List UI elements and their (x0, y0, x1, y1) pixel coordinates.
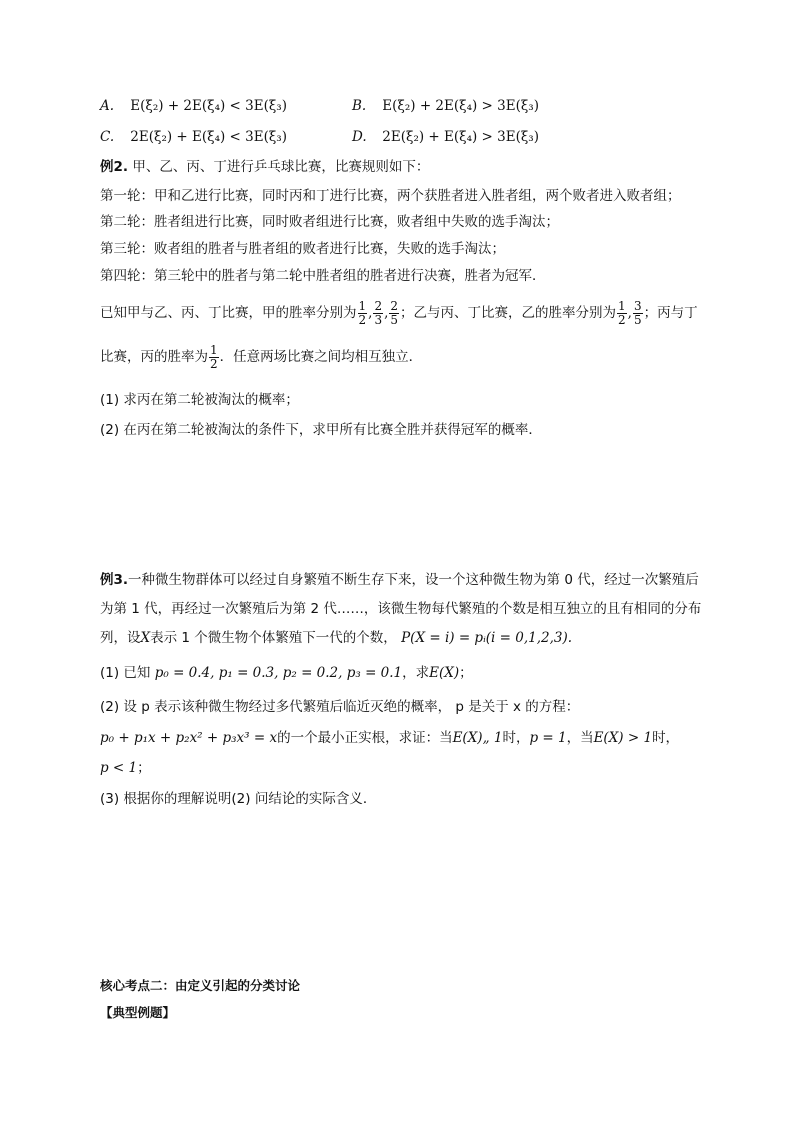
example3-question1 (100, 663, 473, 683)
example3-question2-line3 (100, 758, 151, 778)
option-d-letter: D. (352, 129, 367, 145)
option-c (100, 127, 287, 147)
option-b-letter: B. (352, 98, 367, 114)
q1-expectation: E(X) (429, 665, 460, 681)
example2-question1: (1) 求丙在第二轮被淘汰的概率； (100, 392, 299, 408)
example3-line3 (100, 628, 572, 648)
options-row-ab (100, 96, 287, 116)
example2-round3: 第三轮：败者组的胜者与胜者组的败者进行比赛，失败的选手淘汰； (100, 241, 505, 257)
option-d (352, 127, 539, 147)
q1-text: ，求 (402, 665, 430, 681)
q2-condition-1: E(X)„ 1 (452, 730, 503, 746)
q1-prefix: (1) 已知 (100, 665, 151, 681)
example3-line1-text: 一种微生物群体可以经过自身繁殖不断生存下来，设一个这种微生物为第 0 代，经过一次繁殖后 (128, 572, 699, 588)
section-subtitle: 【典型例题】 (100, 1005, 176, 1020)
q2-text-a: 的一个最小正实根，求证：当 (277, 730, 453, 746)
example2-probability-line2 (100, 342, 422, 372)
random-variable-x: X (140, 630, 151, 646)
example2-round2: 第二轮：胜者组进行比赛，同时败者组进行比赛，败者组中失败的选手淘汰； (100, 214, 559, 230)
example3-question3: (3) 根据你的理解说明(2) 问结论的实际含义． (100, 791, 377, 807)
example3-line2: 为第 1 代，再经过一次繁殖后为第 2 代……，该微生物每代繁殖的个数是相互独立的且有相同的分布 (100, 601, 702, 617)
option-d-expression: 2E(ξ₂) + E(ξ₄) > 3E(ξ₃) (382, 129, 539, 145)
q2-text-b: 时， (502, 730, 530, 746)
jia-rate-1: $\frac{1}{2}$ (358, 298, 367, 327)
option-c-letter: C. (100, 129, 115, 145)
yi-rate-2: $\frac{3}{5}$ (633, 298, 642, 327)
example2-question2: (2) 在丙在第二轮被淘汰的条件下，求甲所有比赛全胜并获得冠军的概率． (100, 422, 542, 438)
q1-probability-values: p₀ = 0.4, p₁ = 0.3, p₂ = 0.2, p₃ = 0.1 (154, 665, 403, 681)
option-a-letter: A. (100, 98, 115, 114)
q2-text-d: 时， (652, 730, 680, 746)
example2-label: 例2. (100, 159, 129, 175)
prob-text-3: ；丙与丁 (643, 305, 698, 321)
prob-text-5: ．任意两场比赛之间均相互独立． (219, 349, 423, 365)
example3-line3-a: 列，设 (100, 630, 141, 646)
example3-question2-line1 (100, 697, 722, 717)
option-c-expression: 2E(ξ₂) + E(ξ₄) < 3E(ξ₃) (130, 129, 287, 145)
prob-text-1: 已知甲与乙、丙、丁比赛，甲的胜率分别为 (100, 305, 357, 321)
yi-rate-1: $\frac{1}{2}$ (618, 298, 626, 327)
q2-equation: p₀ + p₁x + p₂x² + p₃x³ = x (100, 730, 278, 746)
q2-line1-text: (2) 设 p 表示该种微生物经过多代繁殖后临近灭绝的概率， p 是关于 x 的方程： (100, 699, 580, 715)
option-b-expression: E(ξ₂) + 2E(ξ₄) > 3E(ξ₃) (382, 98, 539, 114)
jia-rate-3: $\frac{2}{5}$ (390, 298, 399, 327)
q2-condition-2: E(X) > 1 (593, 730, 653, 746)
distribution-formula: P(X = i) = pᵢ(i = 0,1,2,3). (401, 630, 573, 646)
example3-question2-line2 (100, 728, 679, 748)
option-b (352, 96, 539, 116)
example3-label: 例3. (100, 572, 129, 588)
example2-probability-line1: 已知甲与乙、丙、丁比赛，甲的胜率分别为 $\frac{1}{2}$ , $\frac{2}{3}$ , $\frac{2}{5}$ ；乙与丙、丁比赛，乙的胜率分别为 $\frac{1}{2}$ , $\frac{3}{5}$ ；丙与丁 (100, 298, 698, 327)
section-title: 核心考点二：由定义引起的分类讨论 (100, 978, 301, 993)
bing-rate: $\frac{1}{2}$ (210, 342, 218, 371)
q2-result-1: p = 1 (529, 730, 567, 746)
q2-result-2: p < 1 (100, 760, 138, 776)
example2-intro (100, 157, 429, 177)
q1-suffix: ； (459, 665, 473, 681)
example2-round1: 第一轮：甲和乙进行比赛，同时丙和丁进行比赛，两个获胜者进入胜者组，两个败者进入败者组； (100, 188, 681, 204)
prob-text-2: ；乙与丙、丁比赛，乙的胜率分别为 (400, 305, 617, 321)
prob-text-4: 比赛，丙的胜率为 (100, 349, 208, 365)
option-a-expression: E(ξ₂) + 2E(ξ₄) < 3E(ξ₃) (130, 98, 287, 114)
q2-text-e: ； (137, 760, 151, 776)
example2-round4: 第四轮：第三轮中的胜者与第二轮中胜者组的胜者进行决赛，胜者为冠军． (100, 268, 546, 284)
example2-intro-text: 甲、乙、丙、丁进行乒乓球比赛，比赛规则如下： (132, 159, 430, 175)
example3-line3-b: 表示 1 个微生物个体繁殖下一代的个数， (150, 630, 397, 646)
example3-line1 (100, 570, 699, 590)
jia-rate-2: $\frac{2}{3}$ (374, 298, 383, 327)
q2-text-c: ，当 (566, 730, 594, 746)
